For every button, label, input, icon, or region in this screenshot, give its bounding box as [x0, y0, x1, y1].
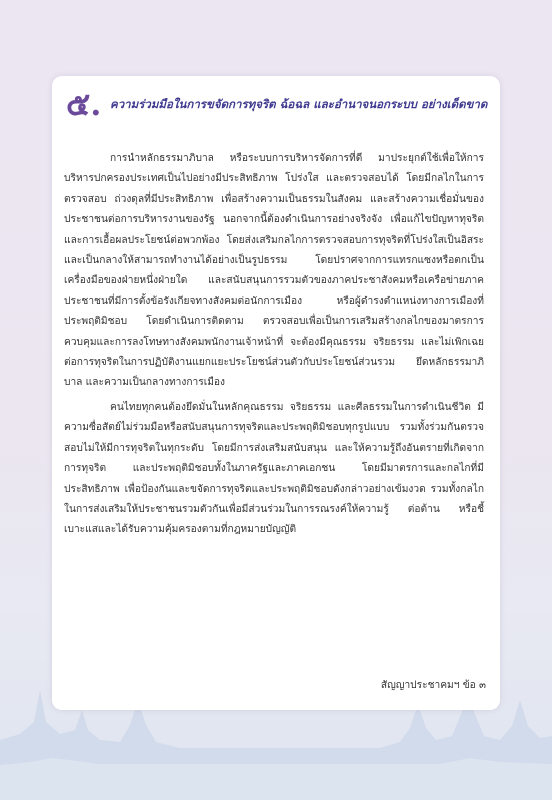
content-card: [52, 76, 500, 710]
section-heading: ความร่วมมือในการขจัดการทุจริต ฉ้อฉล และอำนาจนอกระบบ อย่างเด็ดขาด: [110, 97, 488, 111]
body-text: [64, 149, 484, 541]
section-number: ๕.: [66, 85, 102, 123]
reference-note: สัญญาประชาคมฯ ข้อ ๓: [380, 680, 486, 691]
paragraph-2: คนไทยทุกคนต้องยึดมั่นในหลักคุณธรรม จริยธรรม และศีลธรรมในการดำเนินชีวิต มีความซื่อสัตย์ไม่ร่วมมือหรือสนับสนุนการทุจริตและประพฤติมิชอบทุกรูปแบบ รวมทั้งร่วมกันตรวจสอบไม่ให้มีการทุจริตในทุกระดับ โดยมีการส่งเสริมสนับสนุน และให้ความรู้ถึงอันตรายที่เกิดจากการทุจริต และประพฤติมิชอบทั้งในภาครัฐและภาคเอกชน โดยมีมาตรการและกลไกที่มีประสิทธิภาพ เพื่อป้องกันและขจัดการทุจริตและประพฤติมิชอบดังกล่าวอย่างเข้มงวด รวมทั้งกลไกในการส่งเสริมให้ประชาชนรวมตัวกันเพื่อมีส่วนร่วมในการรณรงค์ให้ความรู้ ต่อต้าน หรือชี้เบาะแสและได้รับความคุ้มครองตามที่กฎหมายบัญญัติ: [64, 401, 484, 536]
paragraph-1: การนำหลักธรรมาภิบาล หรือระบบการบริหารจัดการที่ดี มาประยุกต์ใช้เพื่อให้การบริหารปกครองประเทศเป็นไปอย่างมีประสิทธิภาพ โปร่งใส และตรวจสอบได้ โดยมีกลไกในการตรวจสอบ ถ่วงดุลที่มีประสิทธิภาพ เพื่อสร้างความเป็นธรรมในสังคม และสร้างความเชื่อมั่นของประชาชนต่อการบริหารงานของรัฐ นอกจากนี้ต้องดำเนินการอย่างจริงจัง เพื่อแก้ไขปัญหาทุจริตและการเอื้อผลประโยชน์ต่อพวกพ้อง โดยส่งเสริมกลไกการตรวจสอบการทุจริตที่โปร่งใสเป็นอิสระ และเป็นกลางให้สามารถทำงานได้อย่างเป็นรูปธรรม โดยปราศจากการแทรกแซงหรือตกเป็นเครื่องมือของฝ่ายหนึ่งฝ่ายใด และสนับสนุนการรวมตัวของภาคประชาสังคมหรือเครือข่ายภาคประชาชนที่มีการตั้งข้อรังเกียจทางสังคมต่อนักการเมือง หรือผู้ดำรงตำแหน่งทางการเมืองที่ประพฤติมิชอบ โดยดำเนินการติดตาม ตรวจสอบเพื่อเป็นการเสริมสร้างกลไกของมาตรการควบคุมและการลงโทษทางสังคมพนักงานเจ้าหน้าที่ จะต้องมีคุณธรรม จริยธรรม และไม่เพิกเฉยต่อการทุจริตในการปฏิบัติงานแยกแยะประโยชน์ส่วนตัวกับประโยชน์ส่วนรวม ยึดหลักธรรมาภิบาล และความเป็นกลางทางการเมือง: [64, 153, 484, 389]
